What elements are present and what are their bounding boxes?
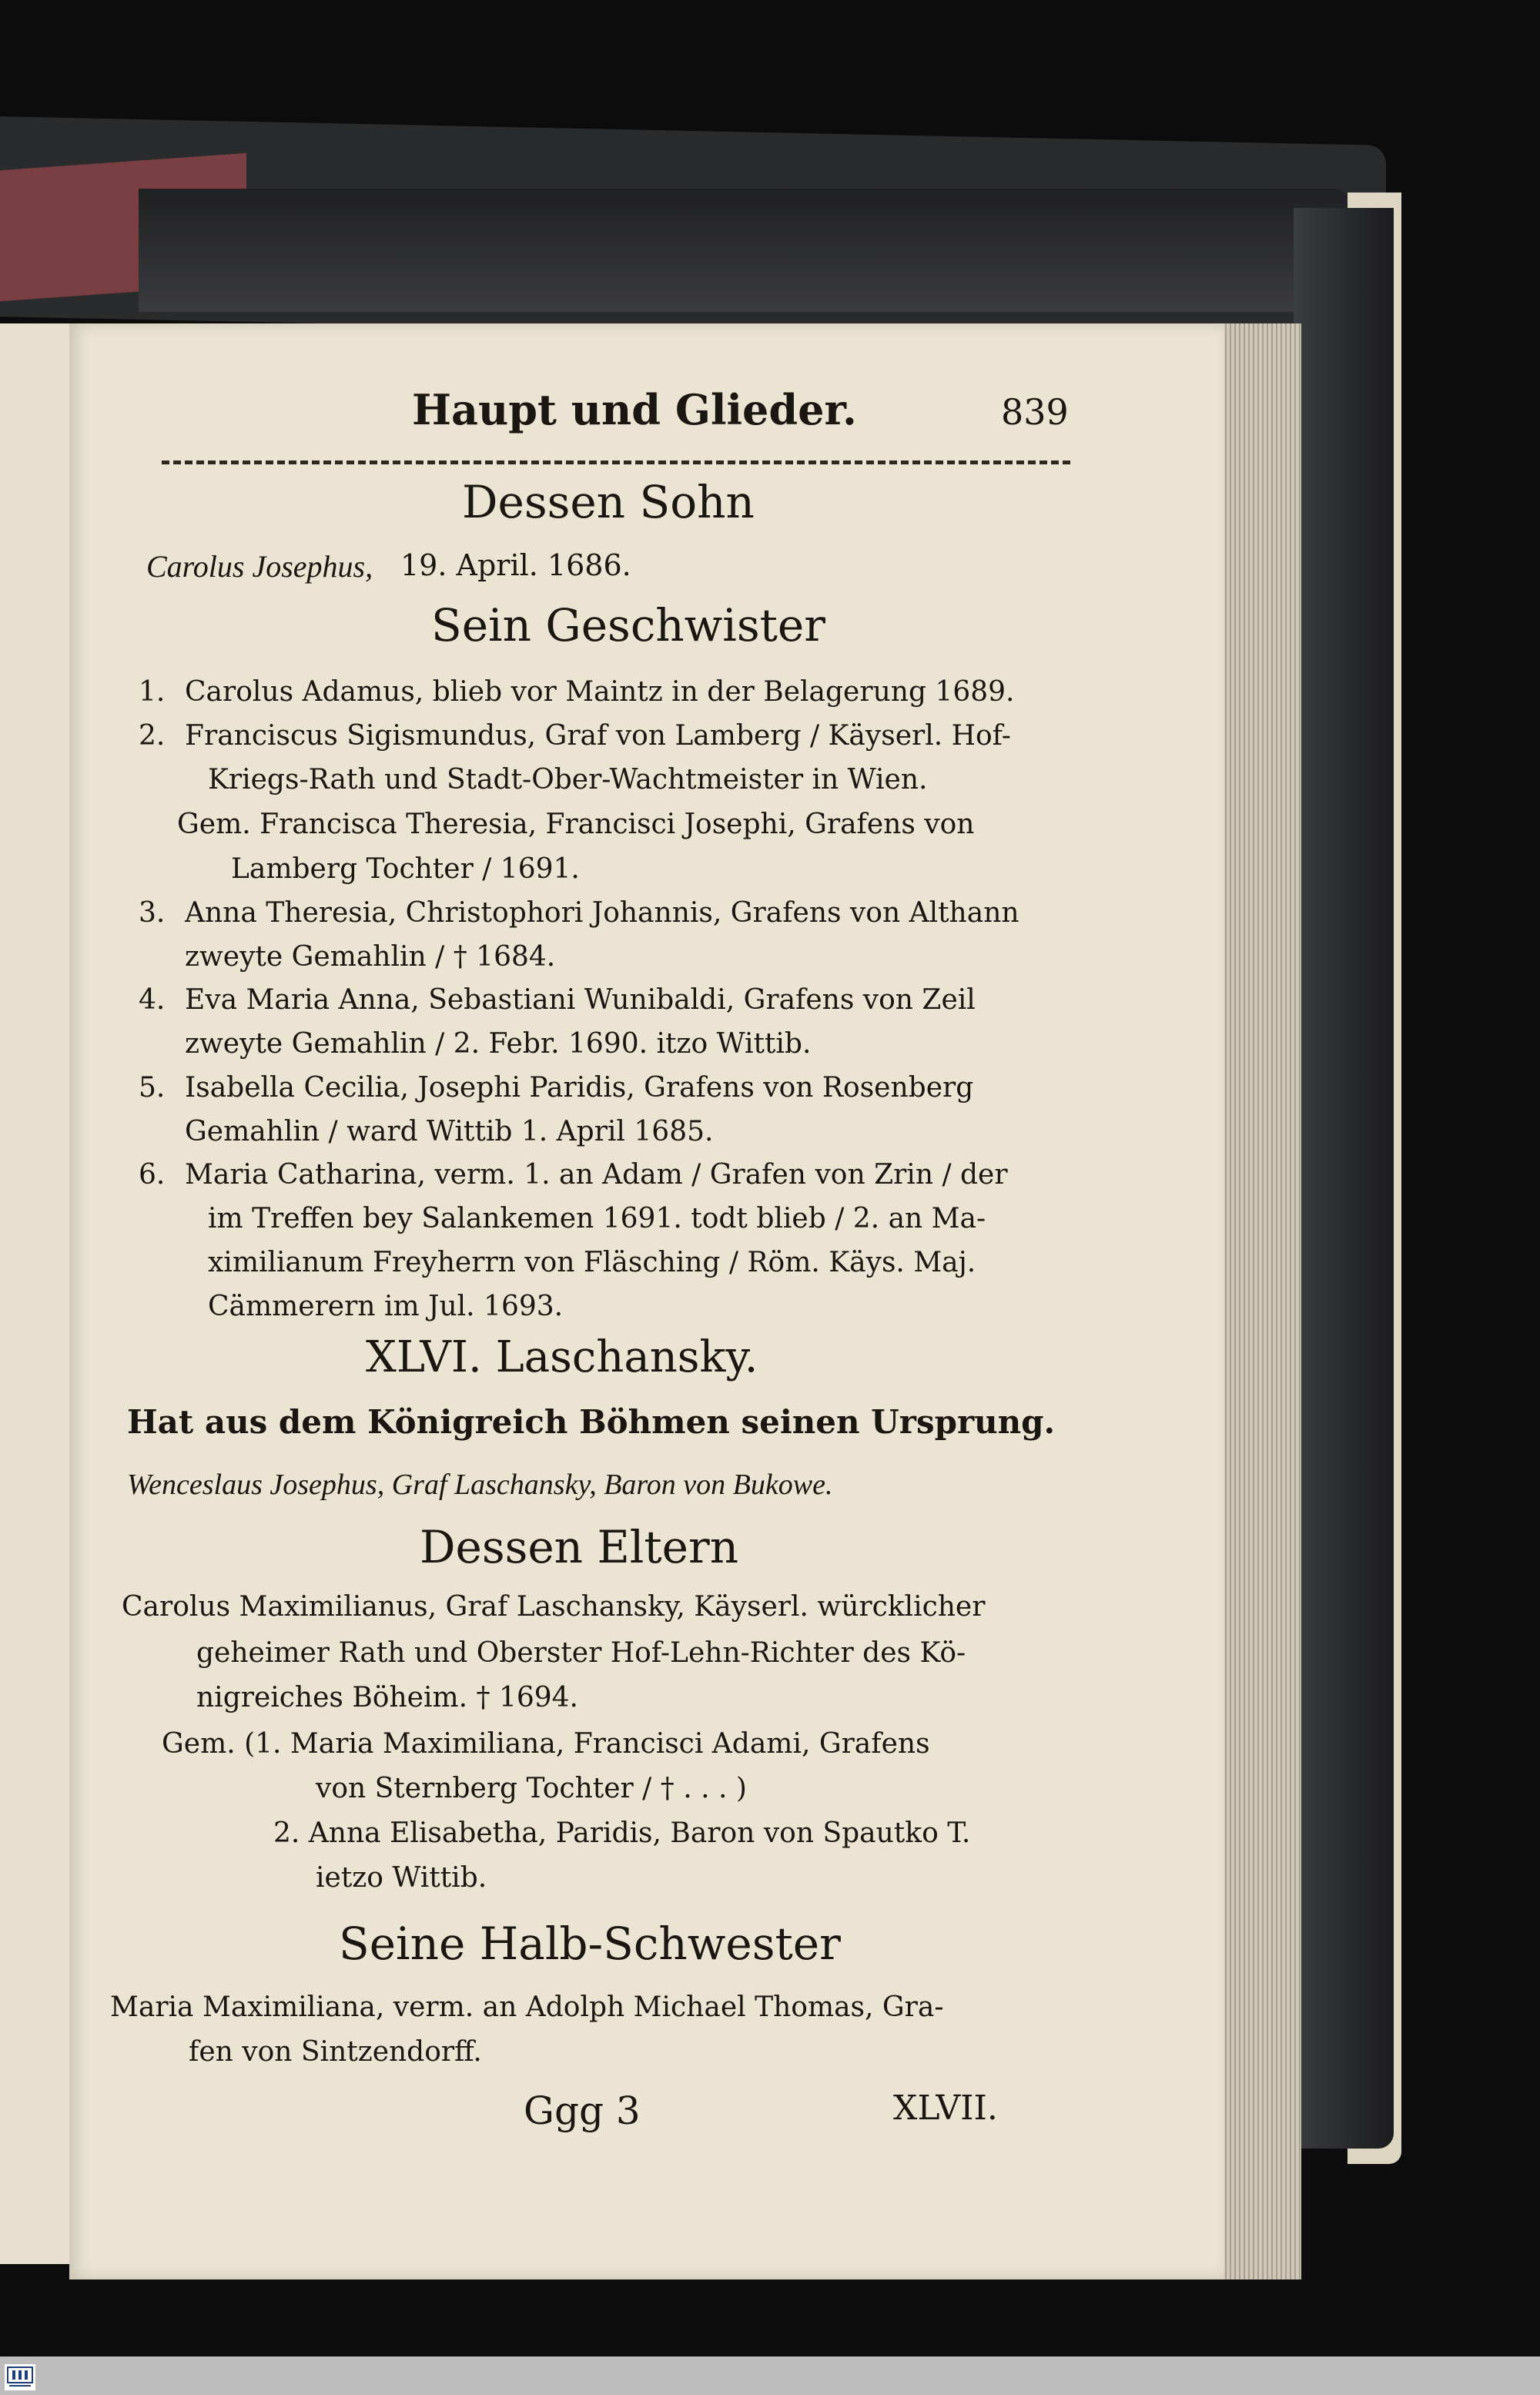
- entry-line: Carolus Adamus, blieb vor Maintz in der Belagerung 1689.: [185, 676, 1015, 708]
- eltern-line: von Sternberg Tochter / † . . . ): [316, 1773, 747, 1804]
- entry-number: 3.: [139, 897, 166, 929]
- entry-line: Anna Theresia, Christophori Johannis, Grafens von Althann: [185, 897, 1019, 929]
- signature-mark: Ggg 3: [524, 2089, 641, 2133]
- entry-number: 6.: [139, 1159, 166, 1191]
- catchword: XLVII.: [893, 2089, 998, 2128]
- eltern-line: 2. Anna Elisabetha, Paridis, Baron von Spautko T.: [273, 1817, 971, 1849]
- book-cover-right: [1294, 208, 1394, 2149]
- entry-line: Cämmerern im Jul. 1693.: [208, 1291, 564, 1322]
- sohn-date: 19. April. 1686.: [400, 548, 631, 582]
- entry-line: Gem. Francisca Theresia, Francisci Josephi, Grafens von: [177, 809, 975, 840]
- sohn-name: Carolus Josephus,: [146, 549, 373, 584]
- entry-number: 5.: [139, 1072, 166, 1104]
- entry-line: Isabella Cecilia, Josephi Paridis, Grafens von Rosenberg: [185, 1072, 974, 1104]
- header-rule: [162, 461, 1070, 464]
- entry-line: zweyte Gemahlin / † 1684.: [185, 941, 556, 973]
- origin-line: Hat aus dem Königreich Böhmen seinen Ursprung.: [127, 1403, 1056, 1441]
- entry-line: Eva Maria Anna, Sebastiani Wunibaldi, Grafens von Zeil: [185, 984, 976, 1016]
- eltern-line: Carolus Maximilianus, Graf Laschansky, Käyserl. würcklicher: [122, 1591, 986, 1623]
- book-cover-edge: [139, 189, 1355, 312]
- entry-line: Lamberg Tochter / 1691.: [231, 853, 580, 885]
- page-number: 839: [1001, 391, 1069, 433]
- halbschwester-line: fen von Sintzendorff.: [189, 2036, 482, 2068]
- entry-number: 2.: [139, 720, 166, 752]
- entry-number: 4.: [139, 984, 166, 1016]
- page-stack: [1213, 323, 1301, 2279]
- facing-page-edge: [0, 323, 72, 2264]
- viewer-bottom-bar: [0, 2356, 1540, 2395]
- entry-line: zweyte Gemahlin / 2. Febr. 1690. itzo Wittib.: [185, 1028, 812, 1060]
- entry-line: Kriegs-Rath und Stadt-Ober-Wachtmeister in Wien.: [208, 764, 928, 796]
- heading-sohn: Dessen Sohn: [462, 476, 755, 528]
- heading-eltern: Dessen Eltern: [420, 1521, 739, 1573]
- entry-line: Gemahlin / ward Wittib 1. April 1685.: [185, 1116, 714, 1147]
- heading-halbschwester: Seine Halb-Schwester: [339, 1918, 841, 1970]
- eltern-line: nigreiches Böheim. † 1694.: [196, 1682, 579, 1713]
- halbschwester-line: Maria Maximiliana, verm. an Adolph Michael Thomas, Gra-: [110, 1991, 944, 2023]
- eltern-line: geheimer Rath und Oberster Hof-Lehn-Richter des Kö-: [196, 1637, 966, 1669]
- eltern-line: ietzo Wittib.: [316, 1862, 487, 1894]
- entry-line: im Treffen bey Salankemen 1691. todt blieb / 2. an Ma-: [208, 1203, 986, 1234]
- entry-line: ximilianum Freyherrn von Fläsching / Röm. Käys. Maj.: [208, 1247, 976, 1278]
- title-line: Wenceslaus Josephus, Graf Laschansky, Baron von Bukowe.: [127, 1469, 833, 1501]
- library-logo-icon: [5, 2364, 35, 2390]
- heading-laschansky: XLVI. Laschansky.: [366, 1332, 758, 1382]
- entry-line: Maria Catharina, verm. 1. an Adam / Grafen von Zrin / der: [185, 1159, 1008, 1191]
- entry-line: Franciscus Sigismundus, Graf von Lamberg / Käyserl. Hof-: [185, 720, 1011, 752]
- running-title: Haupt und Glieder.: [412, 385, 857, 434]
- heading-geschwister: Sein Geschwister: [431, 599, 825, 652]
- entry-number: 1.: [139, 676, 166, 708]
- eltern-line: Gem. (1. Maria Maximiliana, Francisci Adami, Grafens: [162, 1728, 930, 1760]
